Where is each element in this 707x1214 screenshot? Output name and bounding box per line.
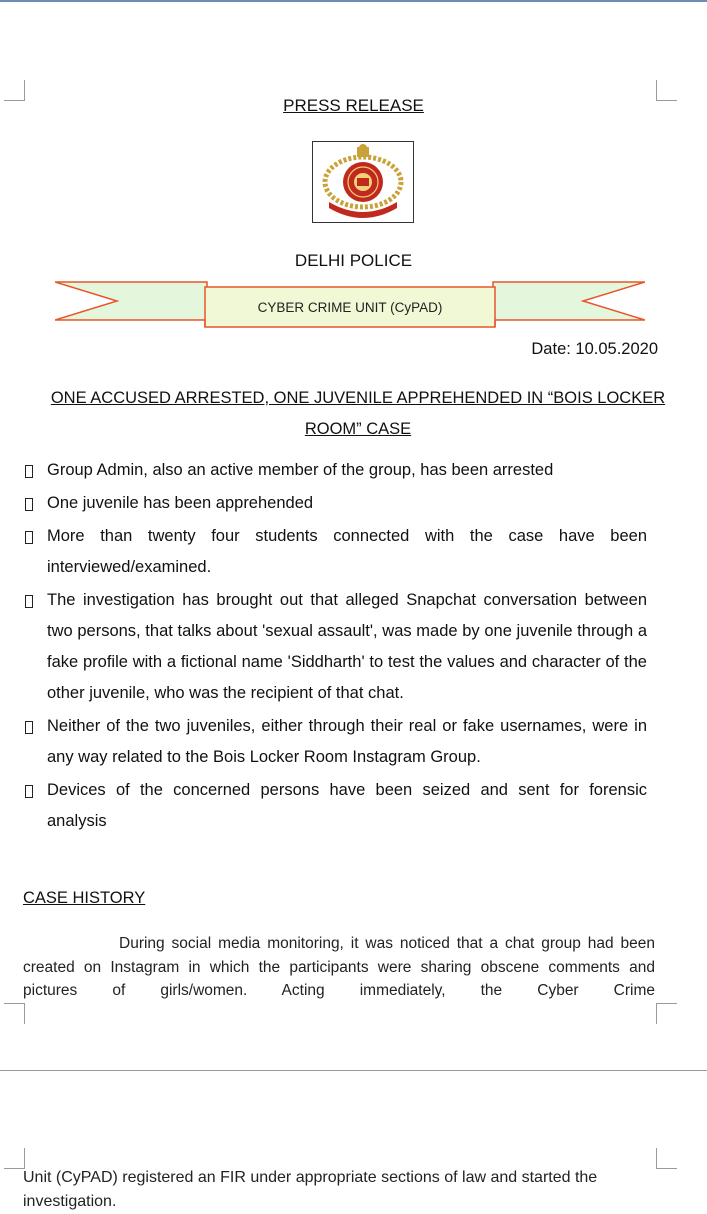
list-item: The investigation has brought out that alleged Snapchat conversation between two persons, that talks about 'sexual assault', was made by one juvenile through a fake profile with a fictional name 'Siddharth' to test the values and character of the other juvenile, who was the recipient of that chat. [22,585,647,709]
headline-line: ROOM” CASE [304,420,412,438]
bullet-box-icon [25,465,33,478]
list-item: Neither of the two juveniles, either through their real or fake usernames, were in any way related to the Bois Locker Room Instagram Group. [22,711,647,773]
headline-line: ONE ACCUSED ARRESTED, ONE JUVENILE APPREHENDED IN “BOIS LOCKER [50,389,666,407]
release-date: Date: 10.05.2020 [531,340,658,358]
list-item: One juvenile has been apprehended [22,488,647,519]
key-points-list [22,455,647,839]
case-history-continued: Unit (CyPAD) registered an FIR under appropriate sections of law and started the investigation. [23,1169,598,1210]
case-history-paragraph: During social media monitoring, it was noticed that a chat group had been created on Instagram in which the participants were sharing obscene comments and pictures of girls/women. Acting immediately, the Cyber Crime [23,935,655,999]
list-item: More than twenty four students connected with the case have been interviewed/examined. [22,521,647,583]
unit-name: CYBER CRIME UNIT (CyPAD) [257,300,443,315]
page-corner-mark [656,1148,677,1169]
bullet-box-icon [25,785,33,798]
page-break [0,1070,707,1071]
page-corner-mark [4,1148,25,1169]
police-emblem-icon [313,142,413,222]
bullet-box-icon [25,531,33,544]
delhi-police-logo [312,141,414,223]
page-corner-mark [656,1003,677,1024]
list-item: Devices of the concerned persons have been seized and sent for forensic analysis [22,775,647,837]
bullet-box-icon [25,595,33,608]
case-history-heading: CASE HISTORY [23,889,146,907]
page-corner-mark [4,1003,25,1024]
window-top-border [0,0,707,2]
list-item: Group Admin, also an active member of the group, has been arrested [22,455,647,486]
headline [25,383,691,445]
press-release-title: PRESS RELEASE [283,96,424,115]
bullet-box-icon [25,721,33,734]
bullet-box-icon [25,498,33,511]
organization-name: DELHI POLICE [294,251,413,270]
